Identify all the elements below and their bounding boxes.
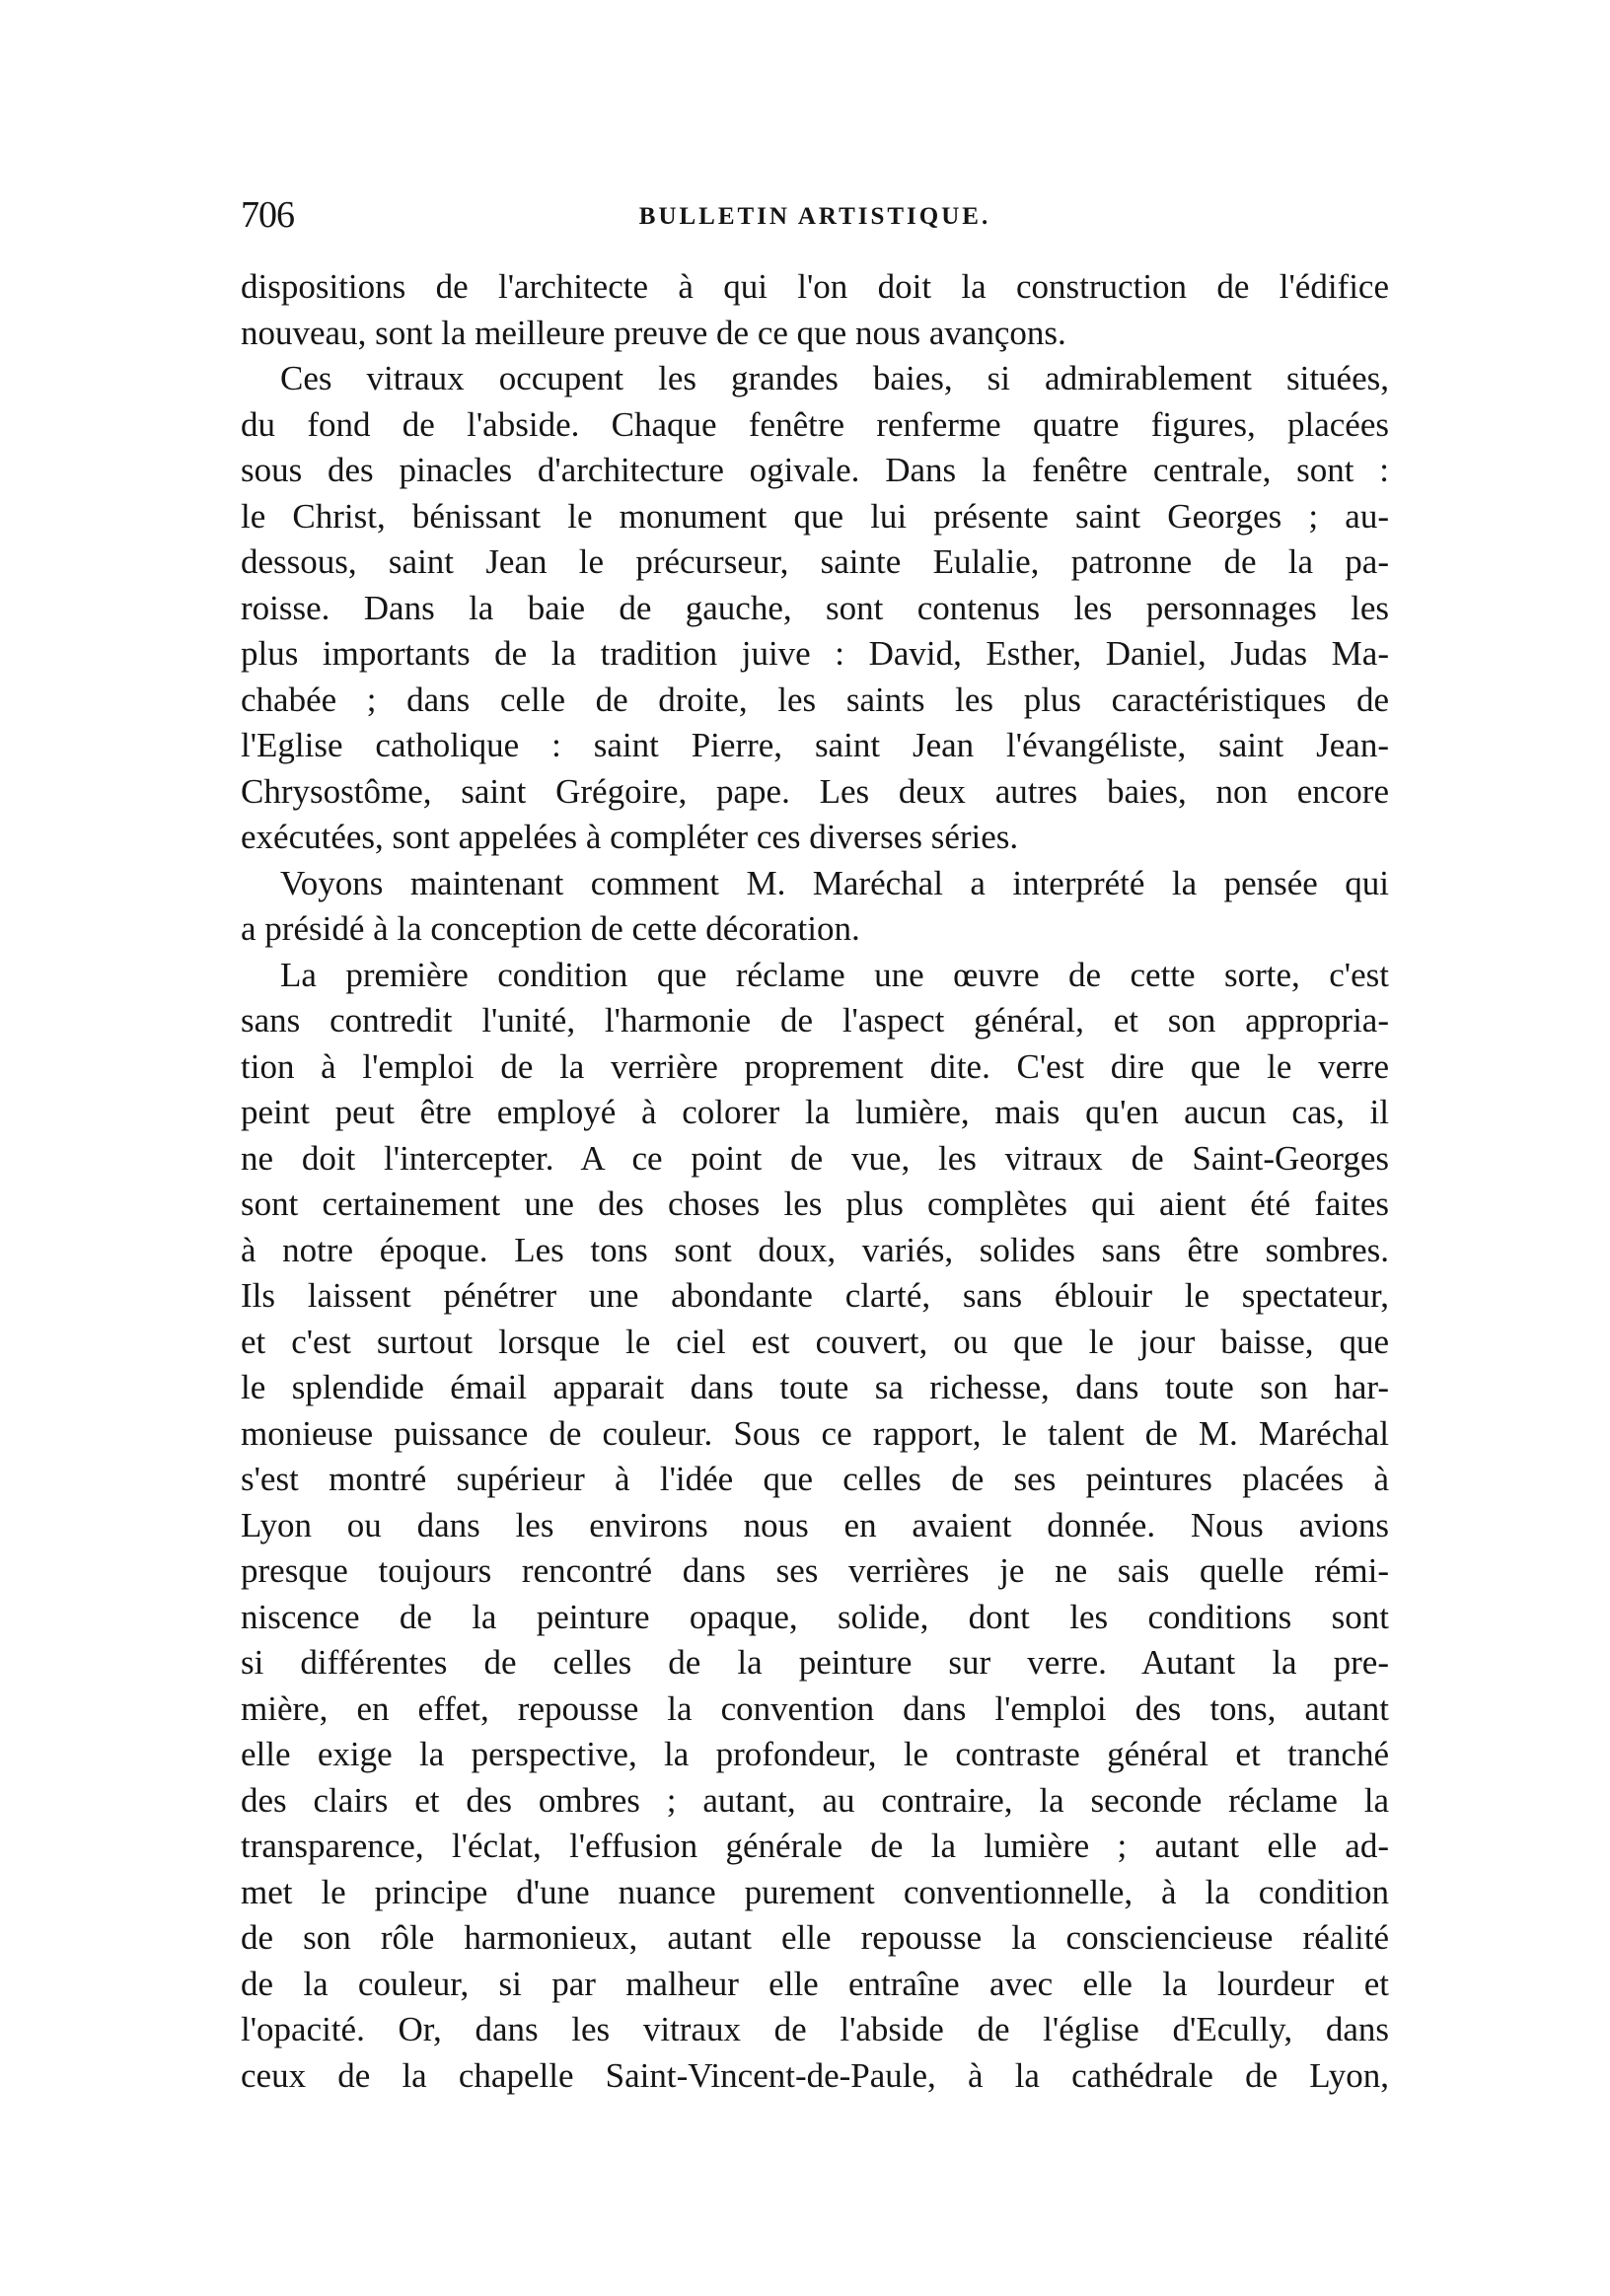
text-line: transparence, l'éclat, l'effusion générale de la lumière ; autant elle ad- [241, 1827, 1389, 1865]
text-line: sont certainement une des choses les plus complètes qui aient été faites [241, 1184, 1389, 1223]
text-line: nouveau, sont la meilleure preuve de ce que nous avançons. [241, 313, 1066, 352]
text-line: à notre époque. Les tons sont doux, variés, solides sans être sombres. [241, 1230, 1389, 1269]
text-line: roisse. Dans la baie de gauche, sont contenus les personnages les [241, 588, 1389, 627]
text-line: chabée ; dans celle de droite, les saints les plus caractéristiques de [241, 680, 1389, 719]
text-line: Ces vitraux occupent les grandes baies, si admirablement situées, [280, 359, 1389, 397]
text-line: du fond de l'abside. Chaque fenêtre renferme quatre figures, placées [241, 404, 1389, 444]
text-line: l'Eglise catholique : saint Pierre, saint Jean l'évangéliste, saint Jean- [241, 726, 1389, 764]
text-line: si différentes de celles de la peinture sur verre. Autant la pre- [241, 1643, 1389, 1682]
text-line: le splendide émail apparait dans toute sa richesse, dans toute son har- [241, 1368, 1389, 1406]
text-line: Ils laissent pénétrer une abondante clarté, sans éblouir le spectateur, [241, 1276, 1389, 1315]
text-line: de son rôle harmonieux, autant elle repousse la consciencieuse réalité [241, 1918, 1389, 1957]
text-line: La première condition que réclame une œuvre de cette sorte, c'est [280, 955, 1389, 994]
text-line: ceux de la chapelle Saint-Vincent-de-Paule, à la cathédrale de Lyon, [241, 2055, 1389, 2095]
text-line: plus importants de la tradition juive : David, Esther, Daniel, Judas Ma- [241, 634, 1389, 673]
text-line: tion à l'emploi de la verrière proprement dite. C'est dire que le verre [241, 1046, 1389, 1086]
text-line: dispositions de l'architecte à qui l'on doit la construction de l'édifice [241, 267, 1389, 306]
text-line: Chrysostôme, saint Grégoire, pape. Les deux autres baies, non encore [241, 771, 1389, 811]
text-line: mière, en effet, repousse la convention dans l'emploi des tons, autant [241, 1688, 1389, 1728]
page-number: 706 [241, 194, 294, 236]
text-line: presque toujours rencontré dans ses verrières je ne sais quelle rémi- [241, 1551, 1389, 1590]
text-line: ne doit l'intercepter. A ce point de vue, les vitraux de Saint-Georges [241, 1138, 1389, 1178]
text-line: l'opacité. Or, dans les vitraux de l'abside de l'église d'Ecully, dans [241, 2010, 1389, 2048]
text-line: le Christ, bénissant le monument que lui présente saint Georges ; au- [241, 496, 1389, 536]
text-line: s'est montré supérieur à l'idée que celles de ses peintures placées à [241, 1460, 1389, 1498]
text-line: met le principe d'une nuance purement conventionnelle, à la condition [241, 1872, 1389, 1911]
text-line: dessous, saint Jean le précurseur, sainte Eulalie, patronne de la pa- [241, 542, 1389, 581]
text-line: et c'est surtout lorsque le ciel est couvert, ou que le jour baisse, que [241, 1322, 1389, 1361]
running-title: BULLETIN ARTISTIQUE. [638, 203, 991, 230]
text-line: Lyon ou dans les environs nous en avaient donnée. Nous avions [241, 1505, 1389, 1544]
text-line: de la couleur, si par malheur elle entraîne avec elle la lourdeur et [241, 1964, 1389, 2003]
text-line: exécutées, sont appelées à compléter ces diverses séries. [241, 818, 1019, 856]
body-text [241, 264, 1389, 2099]
text-line: elle exige la perspective, la profondeur, le contraste général et tranché [241, 1735, 1389, 1773]
text-line: monieuse puissance de couleur. Sous ce rapport, le talent de M. Maréchal [241, 1413, 1389, 1453]
text-line: peint peut être employé à colorer la lumière, mais qu'en aucun cas, il [241, 1093, 1389, 1131]
text-line: des clairs et des ombres ; autant, au contraire, la seconde réclame la [241, 1780, 1389, 1820]
text-line: niscence de la peinture opaque, solide, dont les conditions sont [241, 1597, 1389, 1636]
text-line: sans contredit l'unité, l'harmonie de l'aspect général, et son appropria- [241, 1001, 1389, 1040]
text-line: Voyons maintenant comment M. Maréchal a interprété la pensée qui [280, 863, 1389, 902]
text-line: a présidé à la conception de cette décoration. [241, 909, 860, 948]
page-header [241, 193, 1389, 241]
text-line: sous des pinacles d'architecture ogivale. Dans la fenêtre centrale, sont : [241, 451, 1389, 489]
